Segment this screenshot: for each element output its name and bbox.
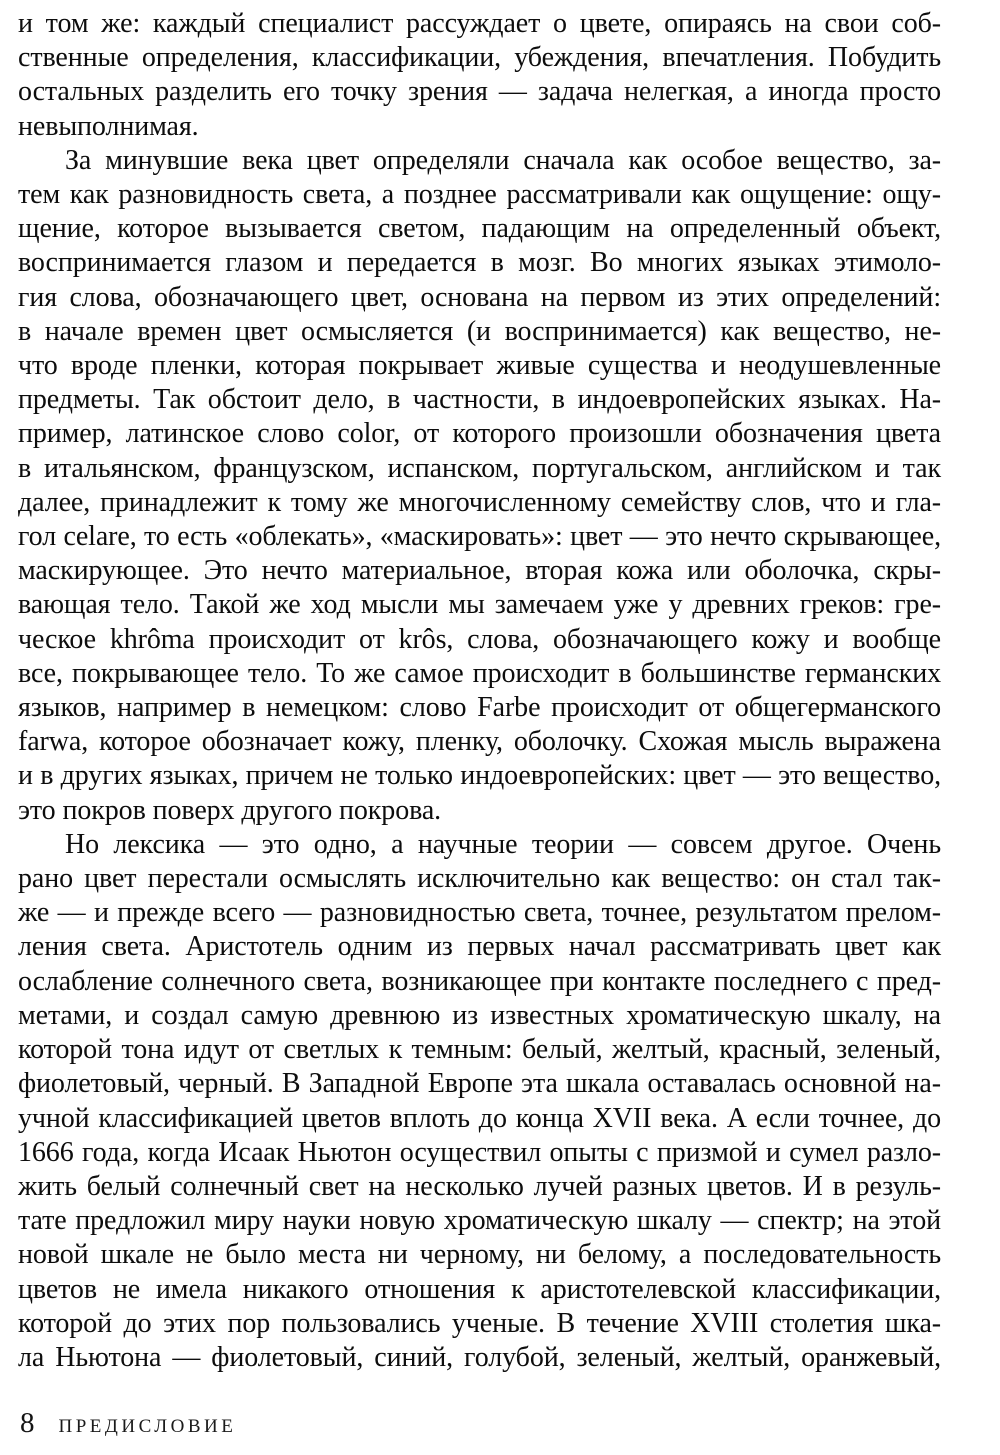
text-line: жить белый солнечный свет на несколько лучей разных цветов. И в резуль- <box>18 1170 941 1202</box>
text-line: тате предложил миру науки новую хроматическую шкалу — спектр; на этой <box>18 1205 941 1237</box>
text-line: это покров поверх другого покрова. <box>18 794 442 826</box>
page-number: 8 <box>20 1407 35 1439</box>
running-title: ПРЕДИСЛОВИЕ <box>58 1416 237 1437</box>
text-line: цветов не имела никакого отношения к аристотелевской классификации, <box>18 1273 941 1305</box>
text-line: которой до этих пор пользовались ученые. В течение XVIII столетия шка- <box>18 1307 941 1339</box>
text-line: farwa, которое обозначает кожу, пленку, оболочку. Схожая мысль выражена <box>18 726 941 758</box>
text-line: и том же: каждый специалист рассуждает о цвете, опираясь на свои соб- <box>18 8 941 39</box>
text-line: За минувшие века цвет определяли сначала как особое вещество, за- <box>65 144 941 176</box>
body-text <box>18 7 941 1375</box>
text-line: ла Ньютона — фиолетовый, синий, голубой, зеленый, желтый, оранжевый, <box>18 1341 941 1373</box>
text-line: воспринимается глазом и передается в мозг. Во многих языках этимоло- <box>18 247 941 279</box>
paragraph <box>18 144 941 828</box>
text-line: далее, принадлежит к тому же многочисленному семейству слов, что и гла- <box>18 486 941 518</box>
text-line: пример, латинское слово color, от которого произошли обозначения цвета <box>18 418 941 450</box>
text-line: щение, которое вызывается светом, падающим на определенный объект, <box>18 213 941 245</box>
text-line: и в других языках, причем не только индоевропейских: цвет — это вещество, <box>18 760 941 792</box>
text-line: в итальянском, французском, испанском, португальском, английском и так <box>18 452 941 484</box>
text-line: фиолетовый, черный. В Западной Европе эта шкала оставалась основной на- <box>18 1068 941 1100</box>
text-line: языков, например в немецком: слово Farbe происходит от общегерманского <box>18 692 941 724</box>
text-line: 1666 года, когда Исаак Ньютон осуществил опыты с призмой и сумел разло- <box>18 1136 941 1168</box>
paragraph <box>18 828 941 1375</box>
text-line: вающая тело. Такой же ход мысли мы замечаем уже у древних греков: гре- <box>18 589 941 621</box>
text-line: учной классификацией цветов вплоть до конца XVII века. А если точнее, до <box>18 1102 941 1134</box>
text-line: все, покрывающее тело. То же самое происходит в большинстве германских <box>18 657 941 689</box>
text-line: маскирующее. Это нечто материальное, вторая кожа или оболочка, скры- <box>18 555 941 587</box>
text-line: невыполнимая. <box>18 110 199 142</box>
text-line: же — и прежде всего — разновидностью света, точнее, результатом прелом- <box>18 897 941 929</box>
text-line: новой шкале не было места ни черному, ни белому, а последовательность <box>18 1239 941 1271</box>
text-line: предметы. Так обстоит дело, в частности, в индоевропейских языках. На- <box>18 384 941 416</box>
text-line: Но лексика — это одно, а научные теории — совсем другое. Очень <box>65 828 941 860</box>
paragraph <box>18 7 941 144</box>
text-line: что вроде пленки, которая покрывает живые существа и неодушевленные <box>18 350 941 382</box>
page-footer <box>20 1408 236 1438</box>
text-line: гия слова, обозначающего цвет, основана на первом из этих определений: <box>18 281 941 313</box>
text-line: ослабление солнечного света, возникающее при контакте последнего с пред- <box>18 965 941 997</box>
text-line: ления света. Аристотель одним из первых начал рассматривать цвет как <box>18 931 941 963</box>
text-line: гол celare, то есть «облекать», «маскировать»: цвет — это нечто скрывающее, <box>18 521 941 553</box>
text-line: остальных разделить его точку зрения — задача нелегкая, а иногда просто <box>18 76 941 108</box>
text-line: метами, и создал самую древнюю из известных хроматическую шкалу, на <box>18 999 941 1031</box>
text-line: которой тона идут от светлых к темным: белый, желтый, красный, зеленый, <box>18 1034 941 1066</box>
text-line: тем как разновидность света, а позднее рассматривали как ощущение: ощу- <box>18 179 941 211</box>
text-line: рано цвет перестали осмыслять исключительно как вещество: он стал так- <box>18 863 941 895</box>
text-line: в начале времен цвет осмысляется (и воспринимается) как вещество, не- <box>18 315 941 347</box>
text-line: ственные определения, классификации, убеждения, впечатления. Побудить <box>18 42 941 74</box>
text-line: ческое khrôma происходит от krôs, слова, обозначающего кожу и вообще <box>18 623 941 655</box>
